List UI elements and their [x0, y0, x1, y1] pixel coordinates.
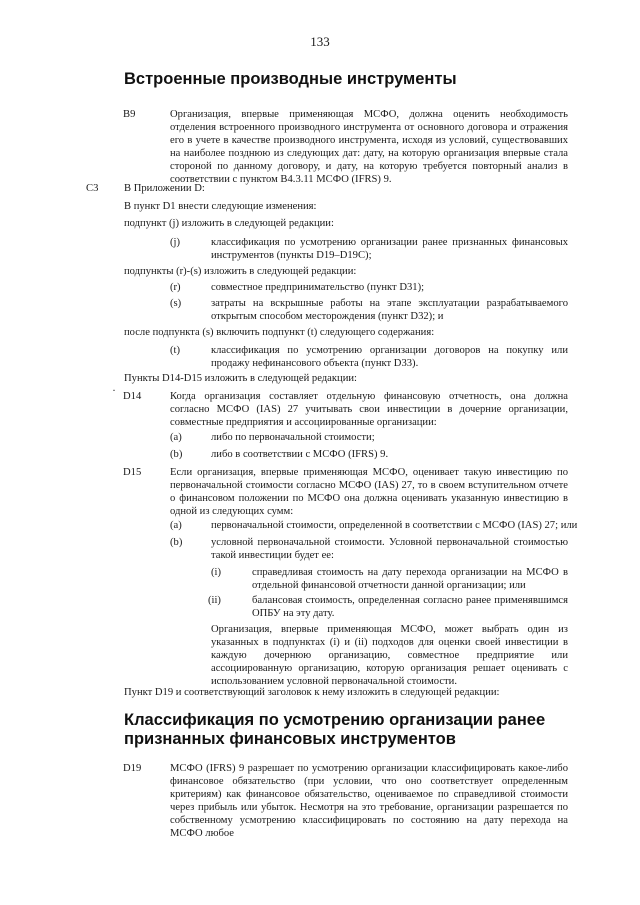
instruction-d14-d15: Пункты D14-D15 изложить в следующей редакции:	[124, 373, 357, 384]
section-heading-designation-line1: Классификация по усмотрению организации ранее	[124, 711, 546, 729]
subitem-label-d14-b: (b)	[170, 449, 183, 460]
subitem-d15-ii-text: балансовая стоимость, определенная согласно ранее применявшимся ОПБУ на эту дату.	[252, 595, 568, 619]
paragraph-label-d19: D19	[123, 763, 142, 774]
subitem-d14-a-text: либо по первоначальной стоимости;	[211, 432, 375, 443]
subitem-label-d15-ii: (ii)	[208, 595, 221, 606]
subitem-r-text: совместное предпринимательство (пункт D31);	[211, 282, 425, 293]
paragraph-label-c3: C3	[86, 183, 99, 194]
paragraph-d15-text: Если организация, впервые применяющая МСФО, оценивает такую инвестицию по первоначальной стоимости согласно МСФО (IAS) 27, то в своем вступительном отчете о финансовом положении по МСФО она должна оценивать указанную инвестицию в одной из следующих сумм:	[170, 467, 568, 517]
instruction-subpoints-r-s: подпункты (r)-(s) изложить в следующей редакции:	[124, 266, 357, 277]
paragraph-label-d15: D15	[123, 467, 142, 478]
subitem-label-j: (j)	[170, 237, 180, 248]
paragraph-label-d14: D14	[123, 391, 142, 402]
section-heading-designation-line2: признанных финансовых инструментов	[124, 730, 456, 748]
instruction-d19: Пункт D19 и соответствующий заголовок к нему изложить в следующей редакции:	[124, 687, 500, 698]
page-number: 133	[310, 34, 330, 49]
subitem-label-d15-b: (b)	[170, 537, 183, 548]
subitem-d15-i-text: справедливая стоимость на дату перехода организации на МСФО в отдельной финансовой отчетности данной организации; или	[252, 567, 568, 591]
subitem-label-d14-a: (a)	[170, 432, 182, 443]
paragraph-d19-text: МСФО (IFRS) 9 разрешает по усмотрению организации классифицировать какое-либо финансовое обязательство (при условии, что оно соответствует определенным критериям) как финансовое обязательство, оцениваемое по справедливой стоимости через прибыль или убыток. Несмотря на это требование, организации разрешается по собственному усмотрению классифицировать по состоянию на дату перехода на МСФО любое	[170, 763, 568, 839]
margin-dot: ·	[112, 383, 116, 397]
paragraph-d14-text: Когда организация составляет отдельную финансовую отчетность, она должна согласно МСФО (IAS) 27 учитывать свои инвестиции в дочерние организации, совместные предприятия и ассоциированные организации:	[170, 391, 568, 428]
paragraph-d15-closing: Организация, впервые применяющая МСФО, может выбрать один из указанных в подпунктах (i) и (ii) подходов для оценки своей инвестиции в каждую дочернюю организацию, совместное предприятие или ассоциированную организацию, которую организация решает оценивать с использованием условной первоначальной стоимости.	[211, 624, 568, 687]
subitem-label-d15-i: (i)	[211, 567, 221, 578]
instruction-d1: В пункт D1 внести следующие изменения:	[124, 201, 317, 212]
subitem-d15-b-text: условной первоначальной стоимости. Условной первоначальной стоимостью такой инвестиции будет ее:	[211, 537, 568, 561]
section-heading-embedded-derivatives: Встроенные производные инструменты	[124, 70, 457, 88]
subitem-s-text: затраты на вскрышные работы на этапе эксплуатации разрабатываемого открытым способом месторождения (пункт D32); и	[211, 298, 568, 322]
subitem-label-r: (r)	[170, 282, 181, 293]
subitem-label-t: (t)	[170, 345, 180, 356]
paragraph-c3-text: В Приложении D:	[124, 183, 205, 194]
subitem-j-text: классификация по усмотрению организации ранее признанных финансовых инструментов (пункты D19–D19C);	[211, 237, 568, 261]
paragraph-b9-text: Организация, впервые применяющая МСФО, должна оценить необходимость отделения встроенного производного инструмента от основного договора и отражения его в учете в качестве производного инструмента, исходя из условий, существовавших на наиболее позднюю из следующих дат: дату, на которую организация впервые стала стороной по данному договору, и дату, на которую требуется повторный анализ в соответствии с пунктом B4.3.11 МСФО (IFRS) 9.	[170, 109, 568, 185]
instruction-subpoint-j: подпункт (j) изложить в следующей редакции:	[124, 218, 334, 229]
subitem-d15-a-text: первоначальной стоимости, определенной в соответствии с МСФО (IAS) 27; или	[211, 520, 578, 531]
instruction-subpoint-t: после подпункта (s) включить подпункт (t) следующего содержания:	[124, 327, 435, 338]
subitem-d14-b-text: либо в соответствии с МСФО (IFRS) 9.	[211, 449, 389, 460]
subitem-label-d15-a: (a)	[170, 520, 182, 531]
subitem-t-text: классификация по усмотрению организации договоров на покупку или продажу нефинансового объекта (пункт D33).	[211, 345, 568, 369]
paragraph-label-b9: B9	[123, 109, 136, 120]
subitem-label-s: (s)	[170, 298, 182, 309]
